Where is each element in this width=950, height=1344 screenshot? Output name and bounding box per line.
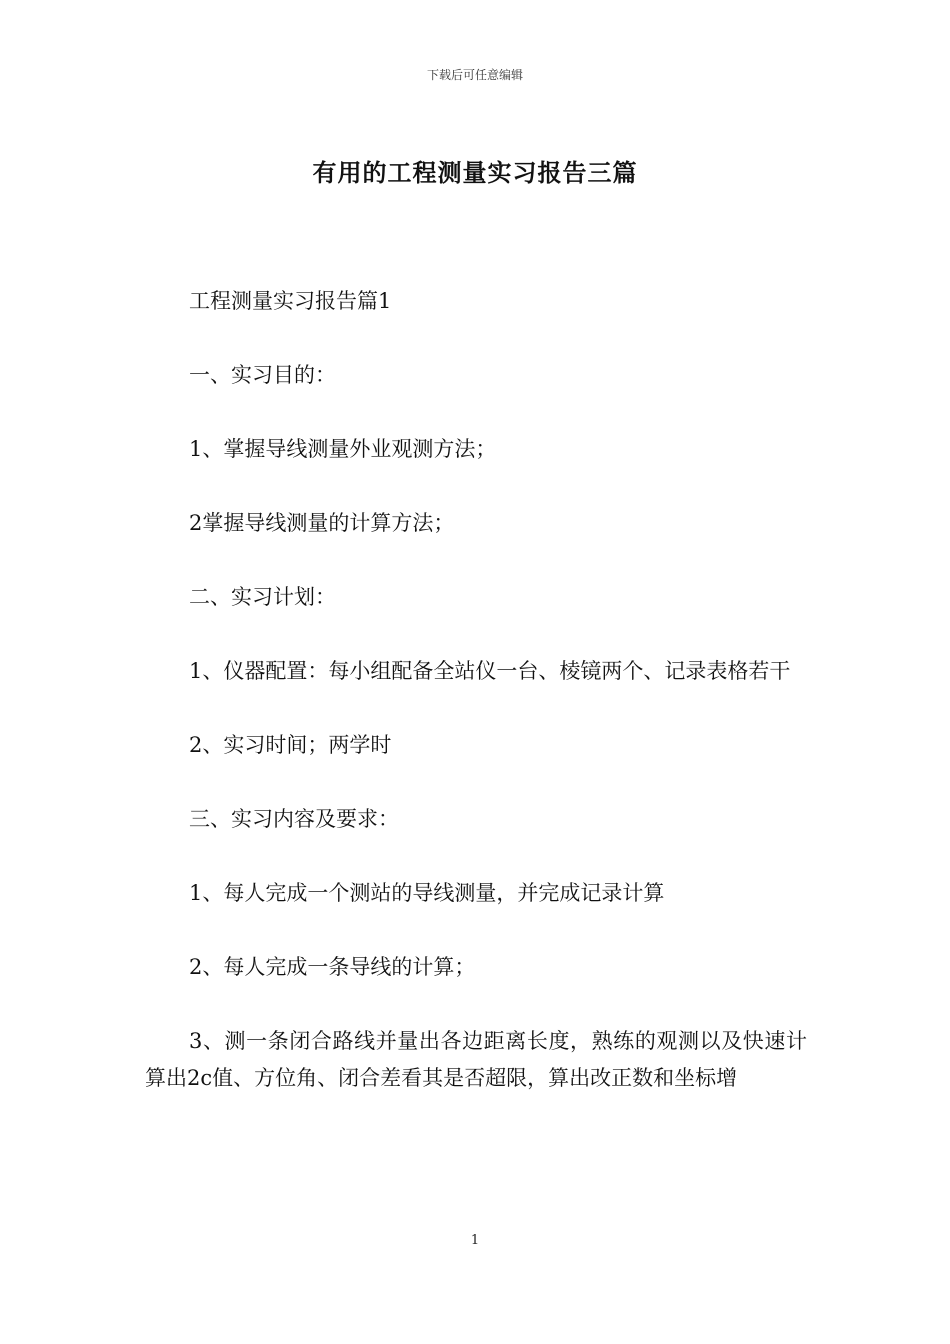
- paragraph-purpose-heading: 一、实习目的：: [189, 363, 336, 387]
- paragraph-purpose-item-2: 2掌握导线测量的计算方法；: [189, 511, 455, 535]
- document-body: [145, 283, 807, 1097]
- page-number: 1: [470, 1233, 480, 1248]
- paragraph-content-item-3: 3、测一条闭合路线并量出各边距离长度，熟练的观测以及快速计算出2c值、方位角、闭合差看其是否超限，算出改正数和坐标增: [145, 1029, 807, 1090]
- paragraph-content-heading: 三、实习内容及要求：: [189, 807, 399, 831]
- paragraph-content-item-1: 1、每人完成一个测站的导线测量，并完成记录计算: [189, 881, 665, 905]
- paragraph-content-item-2: 2、每人完成一条导线的计算；: [189, 955, 476, 979]
- paragraph-plan-heading: 二、实习计划：: [189, 585, 336, 609]
- paragraph-purpose-item-1: 1、掌握导线测量外业观测方法；: [189, 437, 497, 461]
- paragraph-plan-item-1: 1、仪器配置：每小组配备全站仪一台、棱镜两个、记录表格若干: [189, 659, 791, 683]
- paragraph-plan-item-2: 2、实习时间；两学时: [189, 733, 392, 757]
- paragraph-section-heading: 工程测量实习报告篇1: [189, 289, 392, 313]
- document-title: 有用的工程测量实习报告三篇: [312, 158, 638, 187]
- header-note: 下载后可任意编辑: [426, 68, 523, 82]
